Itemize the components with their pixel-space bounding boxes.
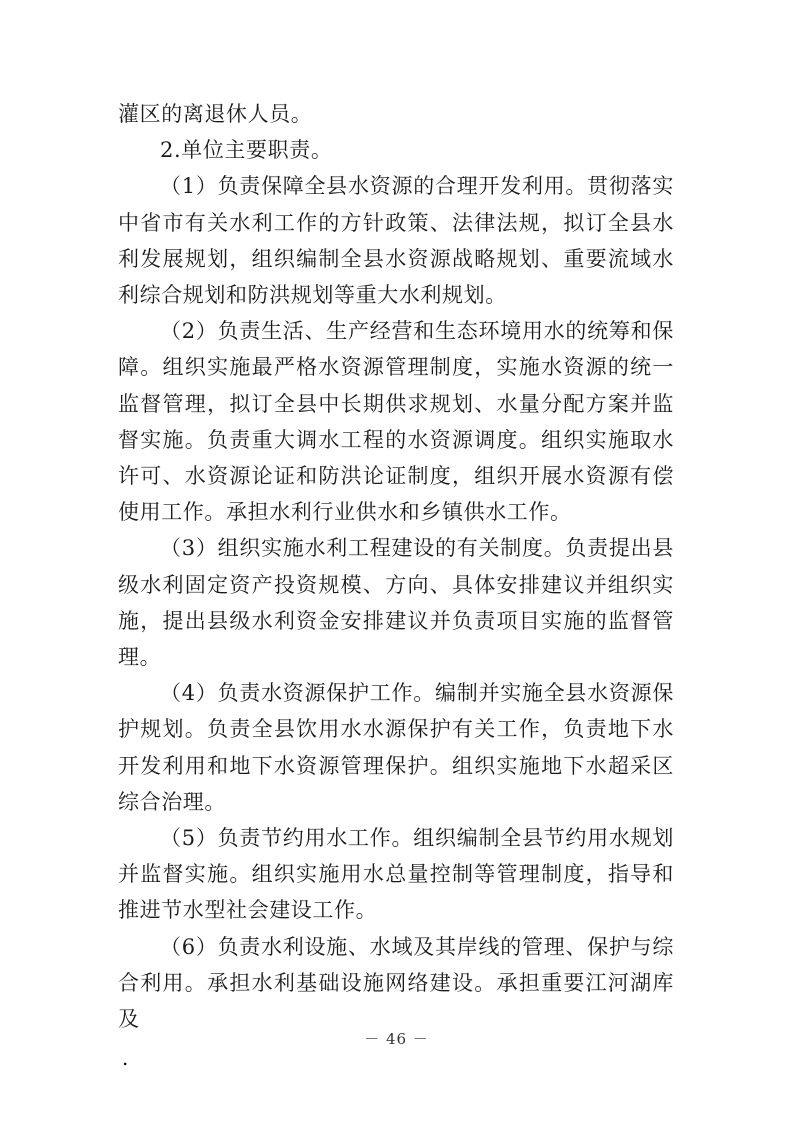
paragraph-duty-4: （4）负责水资源保护工作。编制并实施全县水资源保护规划。负责全县饮用水水源保护有关工作，负责地下水开发利用和地下水资源管理保护。组织实施地下水超采区综合治理。 xyxy=(118,681,674,814)
paragraph-duty-5: （5）负责节约用水工作。组织编制全县节约用水规划并监督实施。组织实施用水总量控制等管理制度，指导和推进节水型社会建设工作。 xyxy=(118,826,674,923)
page-number: － 46 － xyxy=(364,1030,429,1048)
section-heading: 2.单位主要职责。 xyxy=(160,138,333,163)
paragraph-duty-6: （6）负责水利设施、水域及其岸线的管理、保护与综合利用。承担水利基础设施网络建设。承担重要江河湖库及 xyxy=(118,934,674,1032)
paragraph-duty-2: （2）负责生活、生产经营和生态环境用水的统筹和保障。组织实施最严格水资源管理制度，实施水资源的统一监督管理，拟订全县中长期供求规划、水量分配方案并监督实施。负责重大调水工程的水资源调度。组织实施取水许可、水资源论证和防洪论证制度，组织开展水资源有偿使用工作。承担水利行业供水和乡镇供水工作。 xyxy=(118,319,674,525)
paragraph-duty-1: （1）负责保障全县水资源的合理开发利用。贯彻落实中省市有关水利工作的方针政策、法律法规，拟订全县水利发展规划，组织编制全县水资源战略规划、重要流域水利综合规划和防洪规划等重大水利规划。 xyxy=(118,174,674,308)
paragraph-duty-3: （3）组织实施水利工程建设的有关制度。负责提出县级水利固定资产投资规模、方向、具体安排建议并组织实施，提出县级水利资金安排建议并负责项目实施的监督管理。 xyxy=(118,536,674,670)
paragraph-continuation: 灌区的离退休人员。 xyxy=(118,102,313,126)
body-text xyxy=(118,96,674,1037)
footer-mark: . xyxy=(122,1046,129,1070)
